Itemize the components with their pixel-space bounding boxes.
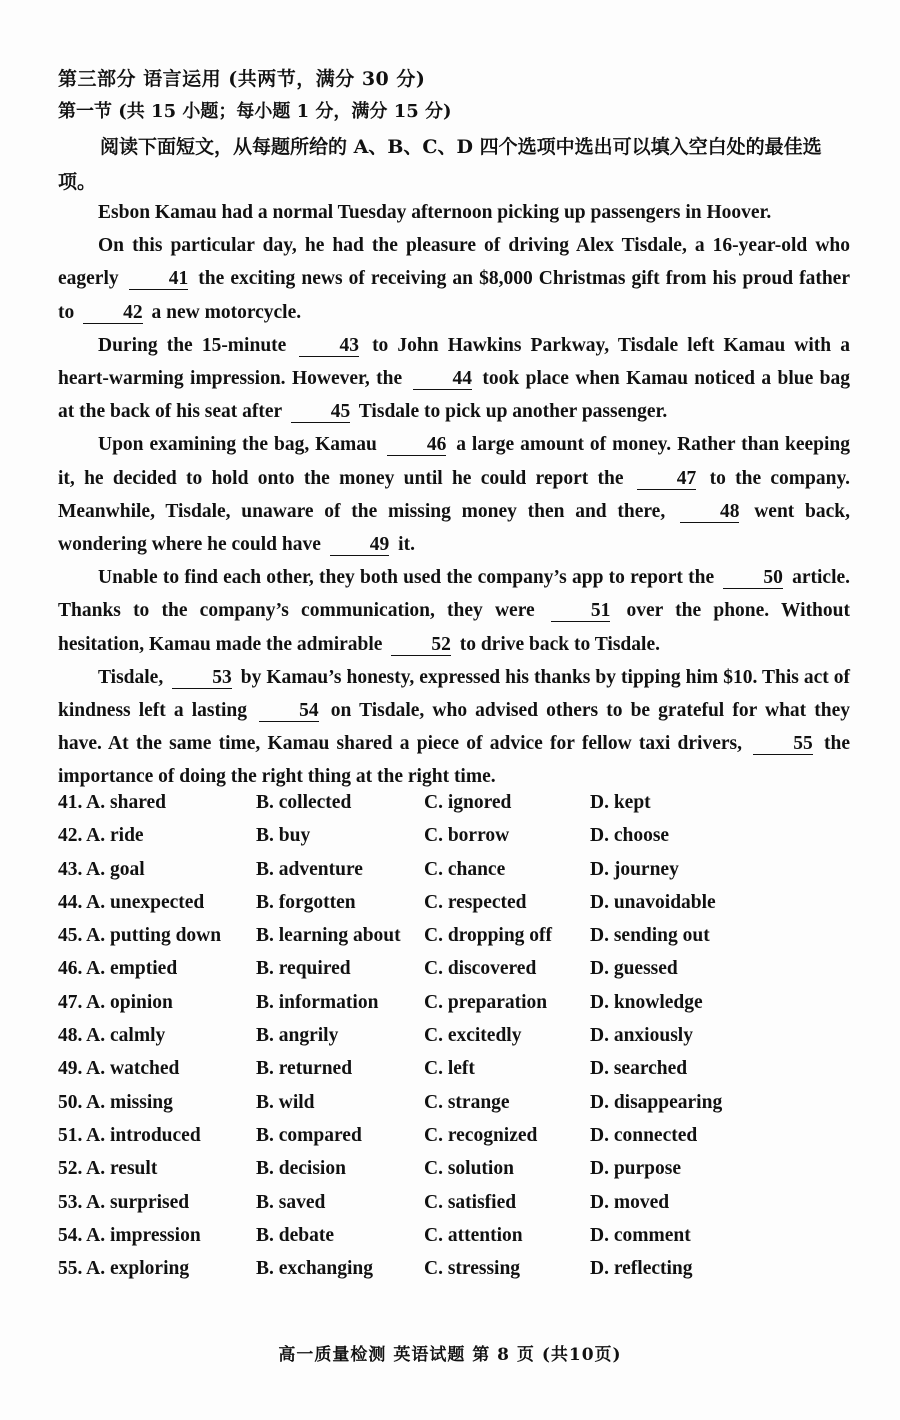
blank-48: 48: [680, 502, 740, 523]
option-a: 47. A. opinion: [58, 991, 173, 1013]
option-a: 42. A. ride: [58, 825, 144, 847]
option-b: B. collected: [256, 792, 352, 813]
option-b: B. decision: [256, 1158, 346, 1180]
passage-text: went back, wondering where he could have: [58, 500, 851, 556]
option-d: D. connected: [590, 1124, 698, 1146]
blank-43: 43: [299, 336, 359, 357]
option-d: D. kept: [590, 792, 651, 813]
passage-text: to the company. Meanwhile, Tisdale, unaware of the missing money then and there,: [58, 467, 851, 522]
passage-paragraph-1: Esbon Kamau had a normal Tuesday afternoon picking up passengers in Hoover.: [98, 202, 772, 223]
question-row: [58, 792, 858, 825]
passage-text: Unable to find each other, they both used the company’s app to report the: [98, 567, 715, 589]
option-a: 54. A. impression: [58, 1224, 201, 1246]
option-a: 51. A. introduced: [58, 1124, 201, 1146]
instruction-text: 阅读下面短文，从每题所给的 A、B、C、D 四个选项中选出可以填入空白处的最佳选项。: [58, 136, 822, 193]
option-c: C. stressing: [424, 1258, 521, 1280]
passage-paragraph-4: [58, 428, 850, 561]
question-row: [58, 1192, 858, 1225]
option-c: C. satisfied: [424, 1191, 517, 1213]
passage-text: to John Hawkins Parkway, Tisdale left Kamau with a heart-warming impression. However, the: [58, 334, 851, 390]
option-d: D. knowledge: [590, 991, 703, 1013]
option-b: B. compared: [256, 1124, 362, 1146]
passage-text: by Kamau’s honesty, expressed his thanks by tipping him $10. This act of kindness left a lasting: [58, 666, 851, 722]
passage-text: the importance of doing the right thing at the right time.: [58, 733, 851, 788]
option-c: C. discovered: [424, 958, 537, 980]
question-row: [58, 925, 858, 958]
blank-53: 53: [172, 668, 232, 689]
option-a: 44. A. unexpected: [58, 891, 205, 913]
option-d: D. sending out: [590, 925, 710, 947]
blank-52: 52: [391, 635, 451, 656]
option-c: C. left: [424, 1058, 475, 1080]
passage-text: took place when Kamau noticed a blue bag at the back of his seat after: [58, 368, 850, 423]
part-title: 第三部分 语言运用 (共两节，满分 30 分): [58, 68, 426, 90]
option-d: D. comment: [590, 1224, 691, 1246]
option-c: C. dropping off: [424, 925, 553, 947]
passage-text: During the 15-minute: [98, 334, 287, 356]
reading-passage: [58, 196, 850, 794]
blank-51: 51: [551, 601, 611, 622]
option-c: C. ignored: [424, 792, 512, 813]
passage-paragraph-2: [58, 229, 850, 329]
option-b: B. saved: [256, 1191, 326, 1213]
passage-paragraph-3: [58, 329, 850, 429]
blank-45: 45: [291, 402, 351, 423]
answer-options: [58, 792, 858, 1291]
option-b: B. learning about: [256, 925, 401, 947]
blank-46: 46: [387, 435, 447, 456]
option-c: C. borrow: [424, 825, 510, 847]
blank-54: 54: [259, 701, 319, 722]
section-title: 第一节 (共 15 小题；每小题 1 分，满分 15 分): [58, 101, 452, 122]
option-b: B. exchanging: [256, 1258, 374, 1280]
option-a: 43. A. goal: [58, 858, 145, 880]
option-a: 46. A. emptied: [58, 958, 178, 980]
passage-text: Tisdale,: [98, 666, 164, 688]
option-a: 52. A. result: [58, 1158, 158, 1180]
passage-text: on Tisdale, who advised others to be grateful for what they have. At the same time, Kamau shared a piece of advice for fellow taxi drivers,: [58, 700, 851, 755]
question-row: [58, 958, 858, 991]
option-a: 45. A. putting down: [58, 925, 222, 947]
option-a: 53. A. surprised: [58, 1191, 190, 1213]
option-b: B. debate: [256, 1224, 334, 1246]
passage-paragraph-5: [58, 561, 850, 661]
option-d: D. anxiously: [590, 1025, 693, 1047]
blank-47: 47: [637, 469, 697, 490]
option-c: C. attention: [424, 1224, 523, 1246]
option-c: C. solution: [424, 1158, 514, 1180]
option-d: D. searched: [590, 1058, 688, 1080]
option-c: C. chance: [424, 858, 506, 880]
passage-text: On this particular day, he had the pleasure of driving Alex Tisdale, a 16-year-old who eagerly: [58, 235, 850, 290]
passage-text: Tisdale to pick up another passenger.: [358, 401, 668, 423]
option-d: D. journey: [590, 858, 679, 880]
blank-44: 44: [413, 369, 473, 390]
blank-42: 42: [83, 303, 143, 324]
option-a: 49. A. watched: [58, 1058, 180, 1080]
option-b: B. buy: [256, 825, 311, 847]
option-d: D. moved: [590, 1191, 670, 1213]
option-b: B. wild: [256, 1091, 315, 1113]
option-d: D. guessed: [590, 958, 678, 980]
option-d: D. purpose: [590, 1158, 682, 1180]
passage-text: a large amount of money. Rather than keeping it, he decided to hold onto the money until he could report the: [58, 434, 851, 489]
question-row: [58, 892, 858, 925]
page-footer: 高一质量检测 英语试题 第 8 页 (共10页): [278, 1345, 622, 1365]
option-b: B. angrily: [256, 1025, 339, 1047]
blank-55: 55: [753, 734, 813, 755]
passage-text: the exciting news of receiving an $8,000 Christmas gift from his proud father to: [58, 268, 850, 323]
passage-text: to drive back to Tisdale.: [459, 633, 660, 655]
blank-41: 41: [129, 269, 189, 290]
passage-paragraph-6: [58, 661, 850, 794]
option-a: 50. A. missing: [58, 1091, 173, 1113]
option-c: C. excitedly: [424, 1025, 522, 1047]
option-d: D. unavoidable: [590, 891, 716, 913]
question-row: [58, 992, 858, 1025]
question-row: [58, 1258, 858, 1291]
passage-text: article. Thanks to the company’s communication, they were: [58, 567, 851, 622]
option-d: D. disappearing: [590, 1091, 723, 1113]
option-d: D. choose: [590, 825, 670, 847]
blank-50: 50: [723, 568, 783, 589]
option-c: C. strange: [424, 1091, 510, 1113]
option-b: B. returned: [256, 1058, 353, 1080]
option-a: 41. A. shared: [58, 792, 166, 813]
option-a: 48. A. calmly: [58, 1025, 166, 1047]
question-row: [58, 1125, 858, 1158]
question-row: [58, 825, 858, 858]
blank-49: 49: [330, 535, 390, 556]
question-row: [58, 1025, 858, 1058]
passage-text: over the phone. Without hesitation, Kamau made the admirable: [58, 600, 850, 655]
passage-text: it.: [398, 534, 415, 556]
question-row: [58, 1158, 858, 1191]
option-c: C. recognized: [424, 1124, 538, 1146]
option-b: B. required: [256, 958, 351, 980]
question-row: [58, 1058, 858, 1091]
passage-text: a new motorcycle.: [151, 301, 302, 323]
question-row: [58, 859, 858, 892]
option-c: C. preparation: [424, 991, 548, 1013]
option-b: B. information: [256, 991, 379, 1013]
option-d: D. reflecting: [590, 1258, 693, 1280]
passage-text: Upon examining the bag, Kamau: [98, 434, 377, 456]
question-row: [58, 1092, 858, 1125]
option-c: C. respected: [424, 891, 527, 913]
option-b: B. forgotten: [256, 891, 356, 913]
option-b: B. adventure: [256, 858, 363, 880]
question-row: [58, 1225, 858, 1258]
option-a: 55. A. exploring: [58, 1258, 190, 1280]
